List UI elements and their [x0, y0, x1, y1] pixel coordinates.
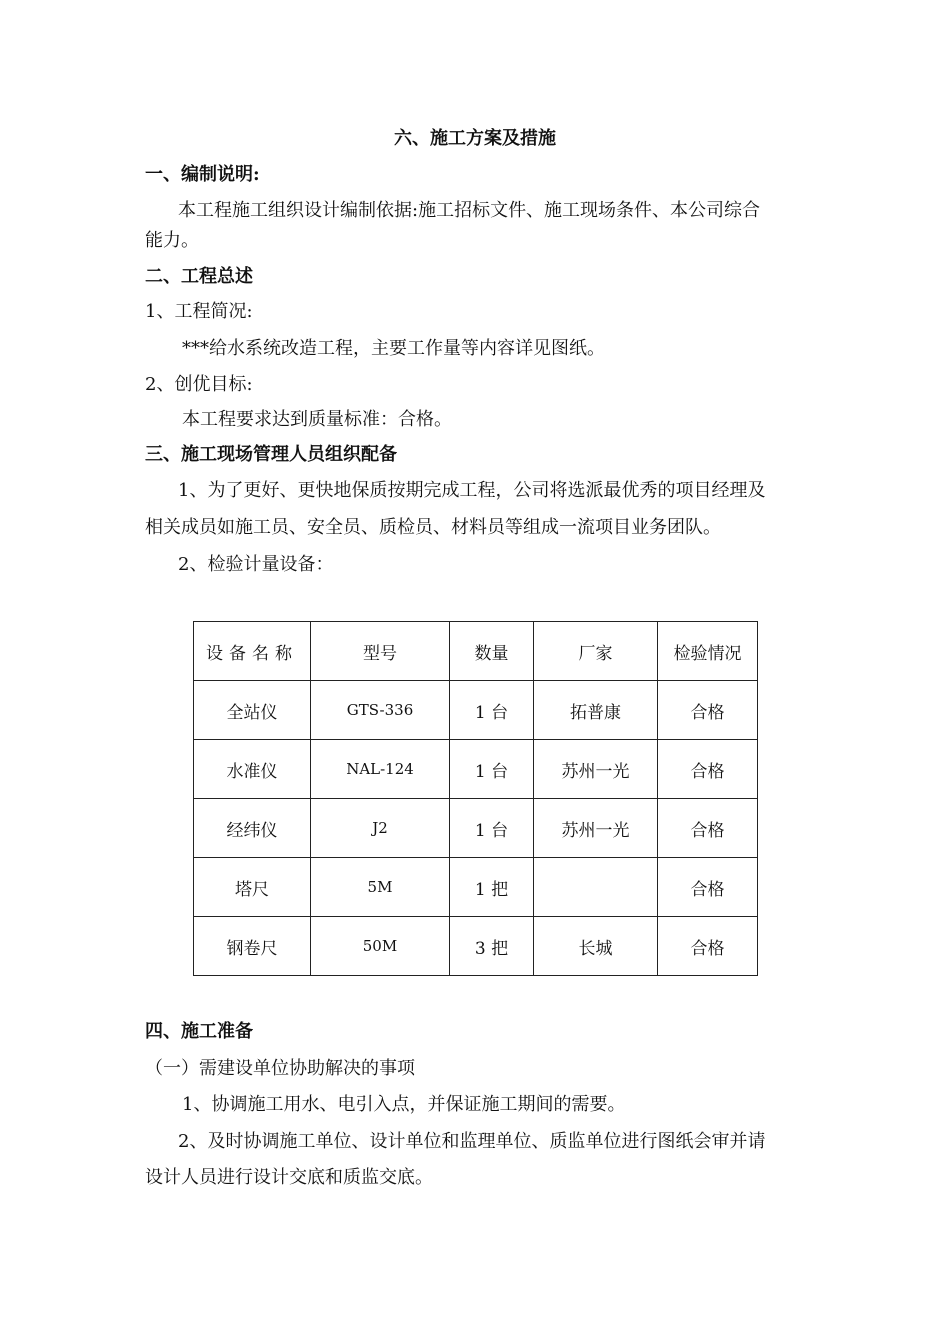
table-header-cell: 型号: [311, 622, 450, 681]
table-cell: 拓普康: [534, 681, 658, 740]
paragraph-line: 1、协调施工用水、电引入点，并保证施工期间的需要。: [182, 1094, 626, 1115]
list-item: 2、创优目标:: [145, 374, 253, 395]
paragraph-line: ***给水系统改造工程，主要工作量等内容详见图纸。: [182, 338, 605, 359]
subsection-heading: （一）需建设单位协助解决的事项: [145, 1058, 415, 1079]
table-cell: NAL-124: [311, 740, 450, 799]
table-cell: 全站仪: [194, 681, 311, 740]
table-header-cell: 设备名称: [194, 622, 311, 681]
table-cell: [534, 858, 658, 917]
paragraph-line: 相关成员如施工员、安全员、质检员、材料员等组成一流项目业务团队。: [145, 517, 721, 538]
table-cell: 合格: [658, 917, 758, 976]
table-cell: 50M: [311, 917, 450, 976]
section-heading-4: 四、施工准备: [145, 1021, 253, 1042]
paragraph-line: 2、检验计量设备：: [178, 554, 334, 575]
table-row: [194, 917, 758, 976]
table-header-cell: 厂家: [534, 622, 658, 681]
section-heading-1: 一、编制说明:: [145, 164, 260, 185]
paragraph-line: 设计人员进行设计交底和质监交底。: [145, 1167, 433, 1188]
paragraph-line: 1、为了更好、更快地保质按期完成工程，公司将选派最优秀的项目经理及: [178, 480, 766, 501]
paragraph-line: 2、及时协调施工单位、设计单位和监理单位、质监单位进行图纸会审并请: [178, 1131, 766, 1152]
list-item: 1、工程简况:: [145, 301, 253, 322]
table-cell: 1 台: [450, 681, 534, 740]
table-cell: 水准仪: [194, 740, 311, 799]
section-heading-2: 二、工程总述: [145, 266, 253, 287]
table-cell: GTS-336: [311, 681, 450, 740]
paragraph-line: 本工程要求达到质量标准：合格。: [182, 409, 452, 430]
paragraph-line: 能力。: [145, 230, 199, 251]
table-cell: 1 台: [450, 740, 534, 799]
table-cell: 合格: [658, 740, 758, 799]
table-cell: 塔尺: [194, 858, 311, 917]
table-row: [194, 740, 758, 799]
table-cell: 经纬仪: [194, 799, 311, 858]
table-cell: 3 把: [450, 917, 534, 976]
table-cell: 苏州一光: [534, 799, 658, 858]
paragraph-line: 本工程施工组织设计编制依据:施工招标文件、施工现场条件、本公司综合: [178, 200, 761, 221]
table-header-row: [194, 622, 758, 681]
table-cell: 5M: [311, 858, 450, 917]
table-header-cell: 数量: [450, 622, 534, 681]
table-row: [194, 858, 758, 917]
table-cell: 1 把: [450, 858, 534, 917]
section-heading-3: 三、施工现场管理人员组织配备: [145, 444, 397, 465]
table-cell: 合格: [658, 681, 758, 740]
table-cell: 苏州一光: [534, 740, 658, 799]
equipment-table: [193, 621, 758, 976]
table-cell: 1 台: [450, 799, 534, 858]
table-cell: 合格: [658, 799, 758, 858]
table-header-cell: 检验情况: [658, 622, 758, 681]
table-cell: J2: [311, 799, 450, 858]
table-row: [194, 799, 758, 858]
page-title: 六、施工方案及措施: [394, 128, 556, 149]
table-cell: 钢卷尺: [194, 917, 311, 976]
table-row: [194, 681, 758, 740]
table-cell: 合格: [658, 858, 758, 917]
table-cell: 长城: [534, 917, 658, 976]
